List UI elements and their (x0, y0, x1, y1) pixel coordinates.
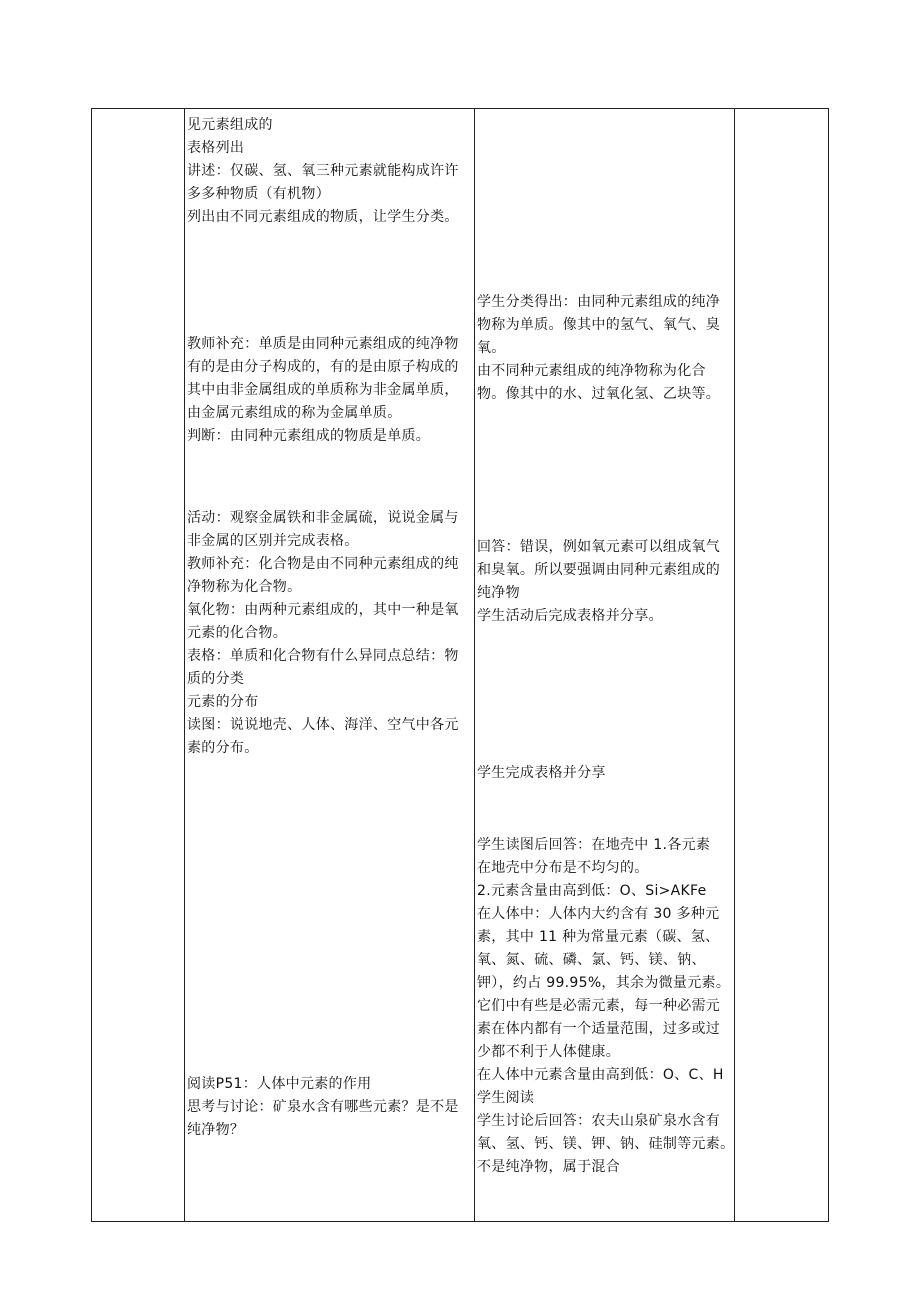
text-line: 由金属元素组成的称为金属单质。 (187, 405, 402, 421)
text-line: 多多种物质（有机物） (187, 186, 330, 202)
text-line: 表格列出 (187, 140, 245, 156)
notes-column-cell (735, 109, 829, 1221)
text-line: 素，其中 11 种为常量元素（碳、氢、 (477, 929, 720, 945)
text-line: 有的是由分子构成的，有的是由原子构成的 (187, 359, 459, 375)
text-line: 表格：单质和化合物有什么异同点总结：物 (187, 648, 459, 664)
text-line: 教师补充：化合物是由不同种元素组成的纯 (187, 556, 459, 572)
text-line: 和臭氧。所以要强调由同种元素组成的 (477, 562, 721, 578)
text-line: 在地壳中分布是不均匀的。 (477, 860, 649, 876)
text-line: 少都不利于人体健康。 (477, 1044, 620, 1060)
student-paragraph-share (477, 762, 606, 785)
text-line: 学生活动后完成表格并分享。 (477, 608, 663, 624)
text-line: 氧化物：由两种元素组成的，其中一种是氧 (187, 602, 459, 618)
text-line: 在人体中元素含量由高到低：O、C、H (477, 1067, 724, 1083)
text-line: 回答：错误，例如氧元素可以组成氧气 (477, 539, 721, 555)
text-line: 在人体中：人体内大约含有 30 多种元 (477, 906, 720, 922)
text-line: 学生完成表格并分享 (477, 765, 606, 781)
text-line: 纯净物 (477, 585, 520, 601)
text-line: 其中由非金属组成的单质称为非金属单质， (187, 382, 459, 398)
text-line: 读图：说说地壳、人体、海洋、空气中各元 (187, 717, 459, 733)
text-line: 学生阅读 (477, 1090, 535, 1106)
text-line: 教师补充：单质是由同种元素组成的纯净物 (187, 336, 459, 352)
text-line: 见元素组成的 (187, 117, 273, 133)
teacher-paragraph-element-substance (187, 333, 459, 448)
text-line: 学生讨论后回答：农夫山泉矿泉水含有 (477, 1113, 721, 1129)
text-line: 不是纯净物，属于混合 (477, 1159, 620, 1175)
time-column-cell (92, 109, 184, 1221)
text-line: 判断：由同种元素组成的物质是单质。 (187, 428, 431, 444)
text-line: 物。像其中的水、过氧化氢、乙块等。 (477, 386, 721, 402)
text-line: 钾），约占 99.95%，其余为微量元素。 (477, 975, 731, 991)
text-line: 阅读P51：人体中元素的作用 (187, 1076, 372, 1092)
text-line: 物称为单质。像其中的氢气、氧气、臭 (477, 317, 721, 333)
teacher-activity-cell (185, 109, 474, 1221)
text-line: 元素的分布 (187, 694, 259, 710)
lesson-plan-table (91, 108, 829, 1222)
text-line: 它们中有些是必需元素，每一种必需元 (477, 998, 721, 1014)
text-line: 氧。 (477, 340, 506, 356)
text-line: 非金属的区别并完成表格。 (187, 533, 359, 549)
teacher-paragraph-activity (187, 507, 459, 760)
text-line: 由不同种元素组成的纯净物称为化合 (477, 363, 706, 379)
text-line: 活动：观察金属铁和非金属硫，说说金属与 (187, 510, 459, 526)
text-line: 学生读图后回答：在地壳中 1.各元素 (477, 837, 711, 853)
student-activity-cell (475, 109, 734, 1221)
text-line: 净物称为化合物。 (187, 579, 302, 595)
text-line: 氧、氮、硫、磷、氯、钙、镁、钠、 (477, 952, 706, 968)
text-line: 质的分类 (187, 671, 245, 687)
text-line: 讲述：仅碳、氢、氧三种元素就能构成许许 (187, 163, 459, 179)
teacher-paragraph-reading (187, 1073, 459, 1142)
student-paragraph-answer (477, 536, 720, 628)
text-line: 元素的化合物。 (187, 625, 288, 641)
text-line: 学生分类得出：由同种元素组成的纯净 (477, 294, 721, 310)
text-line: 列出由不同元素组成的物质，让学生分类。 (187, 209, 459, 225)
text-line: 氧、氢、钙、镁、钾、钠、硅制等元素。 (477, 1136, 735, 1152)
text-line: 2.元素含量由高到低：O、Si>AKFe (477, 883, 707, 899)
teacher-paragraph-intro (187, 114, 459, 229)
student-paragraph-distribution (477, 834, 734, 1179)
student-paragraph-classification (477, 291, 720, 406)
text-line: 素在体内都有一个适量范围，过多或过 (477, 1021, 721, 1037)
text-line: 纯净物？ (187, 1122, 245, 1138)
text-line: 素的分布。 (187, 740, 259, 756)
text-line: 思考与讨论：矿泉水含有哪些元素？是不是 (187, 1099, 459, 1115)
